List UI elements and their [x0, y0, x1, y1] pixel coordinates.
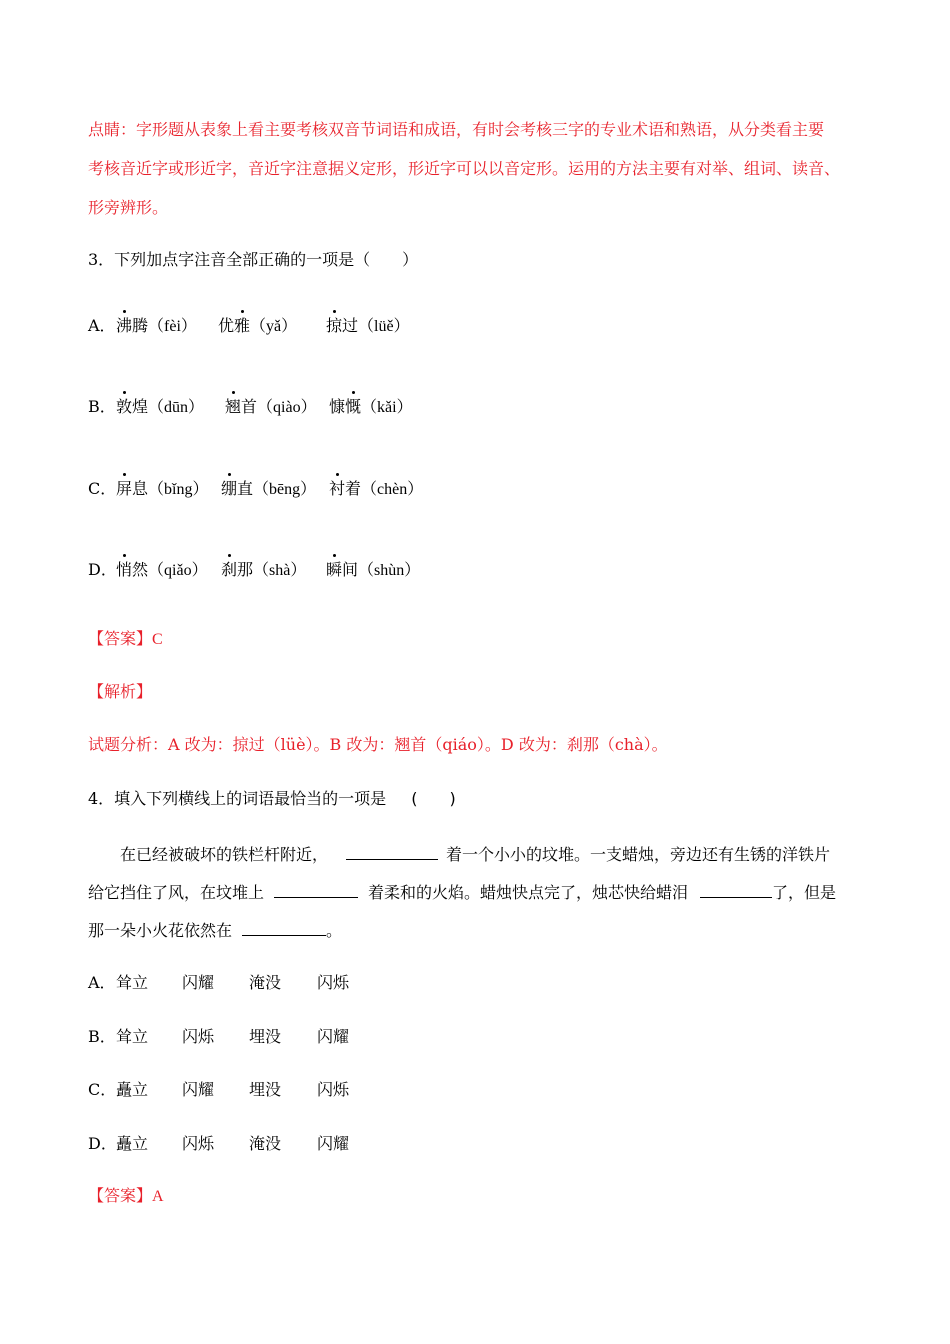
q4-option-c [88, 1079, 350, 1101]
plain-char: 煌 [132, 397, 149, 416]
dotted-char: 悄 [116, 560, 133, 579]
plain-char: 腾 [132, 316, 149, 335]
option-word: 闪耀 [182, 1080, 215, 1099]
plain-char: 首 [241, 397, 258, 416]
option-word: 闪耀 [317, 1134, 350, 1153]
plain-char: 然 [132, 560, 149, 579]
plain-char: 直 [237, 479, 254, 498]
passage-line-1: 在已经被破坏的铁栏杆附近， 着一个小小的坟堆。一支蜡烛，旁边还有生锈的洋铁片 [120, 845, 831, 864]
q3-a-item-1 [116, 315, 197, 338]
dotted-char: 屏 [116, 479, 133, 498]
option-word: 耸立 [116, 1027, 149, 1046]
tip-line-3: 形旁辨形。 [88, 198, 169, 217]
q4-stem [88, 788, 456, 810]
q3-a-item-2 [218, 315, 297, 338]
option-word: 闪烁 [317, 1080, 350, 1099]
q3-a-item-3 [326, 315, 410, 338]
pinyin: （fèi） [148, 318, 197, 335]
dotted-char: 刹 [221, 560, 238, 579]
dotted-char: 慨 [345, 397, 362, 416]
answer-label: 【答案】 [88, 1186, 153, 1205]
q3-option-c [88, 478, 116, 500]
option-word: 闪烁 [182, 1027, 215, 1046]
q3-c-item-1 [116, 478, 208, 501]
dotted-char: 翘 [225, 397, 242, 416]
option-letter: C． [88, 479, 117, 498]
pinyin: （bēng） [253, 481, 317, 498]
q4-stem-bracket: ( ) [411, 789, 456, 808]
option-letter: C． [88, 1080, 117, 1099]
option-word: 闪耀 [182, 973, 215, 992]
option-letter: D． [88, 560, 117, 579]
plain-char: 慷 [329, 397, 346, 416]
option-letter: A． [88, 316, 116, 335]
pinyin: （kǎi） [361, 399, 413, 416]
q3-c-item-2 [221, 478, 316, 501]
q3-c-item-3 [329, 478, 423, 501]
passage-line-2: 给它挡住了风，在坟堆上 着柔和的火焰。蜡烛快点完了，烛芯快给蜡泪 了，但是 [88, 883, 837, 902]
option-letter: A． [88, 973, 116, 992]
q3-b-item-2 [225, 396, 317, 419]
pinyin: （dūn） [148, 399, 205, 416]
answer-value: A [152, 1188, 164, 1205]
dotted-char: 绷 [221, 479, 238, 498]
dotted-char: 掠 [326, 316, 343, 335]
q4-answer [88, 1185, 164, 1208]
q3-analysis-text: 试题分析：A 改为：掠过（lüè）。B 改为：翘首（qiáo）。D 改为：刹那（chà）。 [88, 735, 668, 754]
q3-b-item-3 [329, 396, 413, 419]
option-word: 矗立 [116, 1134, 149, 1153]
blank-2 [274, 881, 358, 898]
q3-d-item-2 [221, 559, 306, 582]
option-word: 淹没 [249, 1134, 282, 1153]
q4-option-b [88, 1026, 350, 1048]
q4-option-a [88, 972, 350, 994]
dotted-char: 衬 [329, 479, 346, 498]
pinyin: （qiǎo） [148, 562, 208, 579]
dotted-char: 雅 [234, 316, 251, 335]
blank-4 [242, 919, 326, 936]
pinyin: （qiào） [257, 399, 317, 416]
passage-line-3: 那一朵小火花依然在 。 [88, 921, 343, 940]
pinyin: （lüě） [358, 318, 410, 335]
q4-option-d [88, 1133, 350, 1155]
tip-line-2: 考核音近字或形近字，音近字注意据义定形，形近字可以以音定形。运用的方法主要有对举、组词、读音、 [88, 159, 841, 178]
pinyin: （shùn） [358, 562, 421, 579]
plain-char: 优 [218, 316, 235, 335]
plain-char: 那 [237, 560, 254, 579]
option-word: 耸立 [116, 973, 149, 992]
plain-char: 息 [132, 479, 149, 498]
pinyin: （yǎ） [250, 318, 298, 335]
blank-1 [346, 843, 438, 860]
pinyin: （shà） [253, 562, 307, 579]
q3-answer [88, 628, 163, 651]
option-word: 埋没 [249, 1027, 282, 1046]
answer-label: 【答案】 [88, 629, 153, 648]
option-word: 埋没 [249, 1080, 282, 1099]
dotted-char: 敦 [116, 397, 133, 416]
q3-d-item-3 [326, 559, 420, 582]
dotted-char: 沸 [116, 316, 133, 335]
q3-b-item-1 [116, 396, 204, 419]
tip-line-1: 点睛：字形题从表象上看主要考核双音节词语和成语，有时会考核三字的专业术语和熟语，从分类看主要 [88, 120, 825, 139]
plain-char: 着 [345, 479, 362, 498]
q3-analysis-label: 【解析】 [88, 682, 153, 701]
option-word: 闪烁 [182, 1134, 215, 1153]
dotted-char: 瞬 [326, 560, 343, 579]
q3-option-a [88, 315, 116, 337]
option-letter: B． [88, 1027, 116, 1046]
option-letter: B． [88, 397, 116, 416]
option-word: 闪烁 [317, 973, 350, 992]
answer-value: C [152, 631, 163, 648]
q3-stem: 3．下列加点字注音全部正确的一项是（ ） [88, 250, 419, 269]
q4-stem-text: 4．填入下列横线上的词语最恰当的一项是 [88, 789, 387, 808]
option-word: 闪耀 [317, 1027, 350, 1046]
plain-char: 过 [342, 316, 359, 335]
q3-option-d [88, 559, 117, 581]
option-word: 矗立 [116, 1080, 149, 1099]
option-letter: D． [88, 1134, 117, 1153]
plain-char: 间 [342, 560, 359, 579]
pinyin: （bǐng） [148, 481, 209, 498]
pinyin: （chèn） [361, 481, 424, 498]
blank-3 [700, 881, 772, 898]
q3-option-b [88, 396, 116, 418]
option-word: 淹没 [249, 973, 282, 992]
q3-d-item-1 [116, 559, 208, 582]
